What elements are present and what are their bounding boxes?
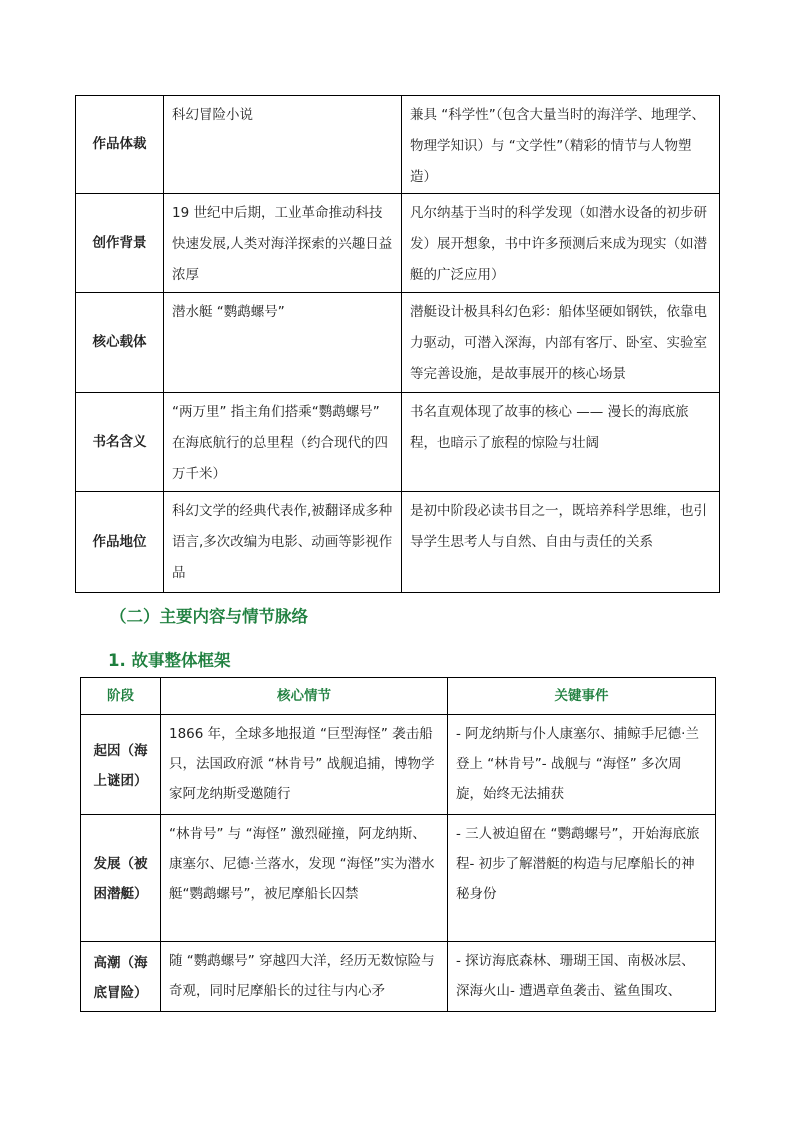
story-framework-table — [80, 677, 716, 1012]
row-content: 19 世纪中后期，工业革命推动科技快速发展,人类对海洋探索的兴趣日益浓厚 — [164, 194, 402, 293]
work-overview-table — [75, 95, 720, 593]
table-row — [76, 96, 720, 194]
row-label: 作品体裁 — [76, 96, 164, 194]
row-content: “两万里” 指主角们搭乘“鹦鹉螺号” 在海底航行的总里程（约合现代的四万千米） — [164, 393, 402, 492]
stage-label: 发展（被困潜艇） — [81, 815, 161, 942]
plot-cell: 随 “鹦鹉螺号” 穿越四大洋，经历无数惊险与奇观，同时尼摩船长的过往与内心矛 — [161, 942, 448, 1012]
table-header-row — [81, 678, 716, 715]
row-label: 核心载体 — [76, 293, 164, 393]
events-cell: - 阿龙纳斯与仆人康塞尔、捕鲸手尼德·兰登上 “林肯号”- 战舰与 “海怪” 多次周旋，始终无法捕获 — [448, 715, 716, 815]
table-row — [81, 815, 716, 942]
plot-cell: “林肯号” 与 “海怪” 激烈碰撞，阿龙纳斯、康塞尔、尼德·兰落水，发现 “海怪”实为潜水艇“鹦鹉螺号”，被尼摩船长囚禁 — [161, 815, 448, 942]
stage-label: 起因（海上谜团） — [81, 715, 161, 815]
table-row — [76, 393, 720, 492]
row-detail: 兼具 “科学性”（包含大量当时的海洋学、地理学、物理学知识）与 “文学性”（精彩的情节与人物塑造） — [402, 96, 720, 194]
row-label: 书名含义 — [76, 393, 164, 492]
row-detail: 书名直观体现了故事的核心 —— 漫长的海底旅程，也暗示了旅程的惊险与壮阔 — [402, 393, 720, 492]
table-row — [81, 715, 716, 815]
column-header-events: 关键事件 — [448, 678, 716, 715]
row-label: 作品地位 — [76, 492, 164, 593]
table-row — [76, 194, 720, 293]
section-heading: （二）主要内容与情节脉络 — [110, 607, 308, 626]
column-header-plot: 核心情节 — [161, 678, 448, 715]
row-content: 科幻文学的经典代表作,被翻译成多种语言,多次改编为电影、动画等影视作品 — [164, 492, 402, 593]
row-detail: 是初中阶段必读书目之一，既培养科学思维，也引导学生思考人与自然、自由与责任的关系 — [402, 492, 720, 593]
table-row — [76, 293, 720, 393]
events-cell: - 三人被迫留在 “鹦鹉螺号”，开始海底旅程- 初步了解潜艇的构造与尼摩船长的神秘身份 — [448, 815, 716, 942]
stage-label: 高潮（海底冒险） — [81, 942, 161, 1012]
table-row — [76, 492, 720, 593]
events-cell: - 探访海底森林、珊瑚王国、南极冰层、深海火山- 遭遇章鱼袭击、鲨鱼围攻、 — [448, 942, 716, 1012]
subsection-heading: 1. 故事整体框架 — [108, 651, 231, 670]
row-detail: 潜艇设计极具科幻色彩：船体坚硬如钢铁，依靠电力驱动，可潜入深海，内部有客厅、卧室、实验室等完善设施，是故事展开的核心场景 — [402, 293, 720, 393]
column-header-stage: 阶段 — [81, 678, 161, 715]
row-content: 潜水艇 “鹦鹉螺号” — [164, 293, 402, 393]
row-content: 科幻冒险小说 — [164, 96, 402, 194]
plot-cell: 1866 年，全球多地报道 “巨型海怪” 袭击船只，法国政府派 “林肯号” 战舰追捕，博物学家阿龙纳斯受邀随行 — [161, 715, 448, 815]
row-label: 创作背景 — [76, 194, 164, 293]
row-detail: 凡尔纳基于当时的科学发现（如潜水设备的初步研发）展开想象，书中许多预测后来成为现实（如潜艇的广泛应用） — [402, 194, 720, 293]
table-row — [81, 942, 716, 1012]
